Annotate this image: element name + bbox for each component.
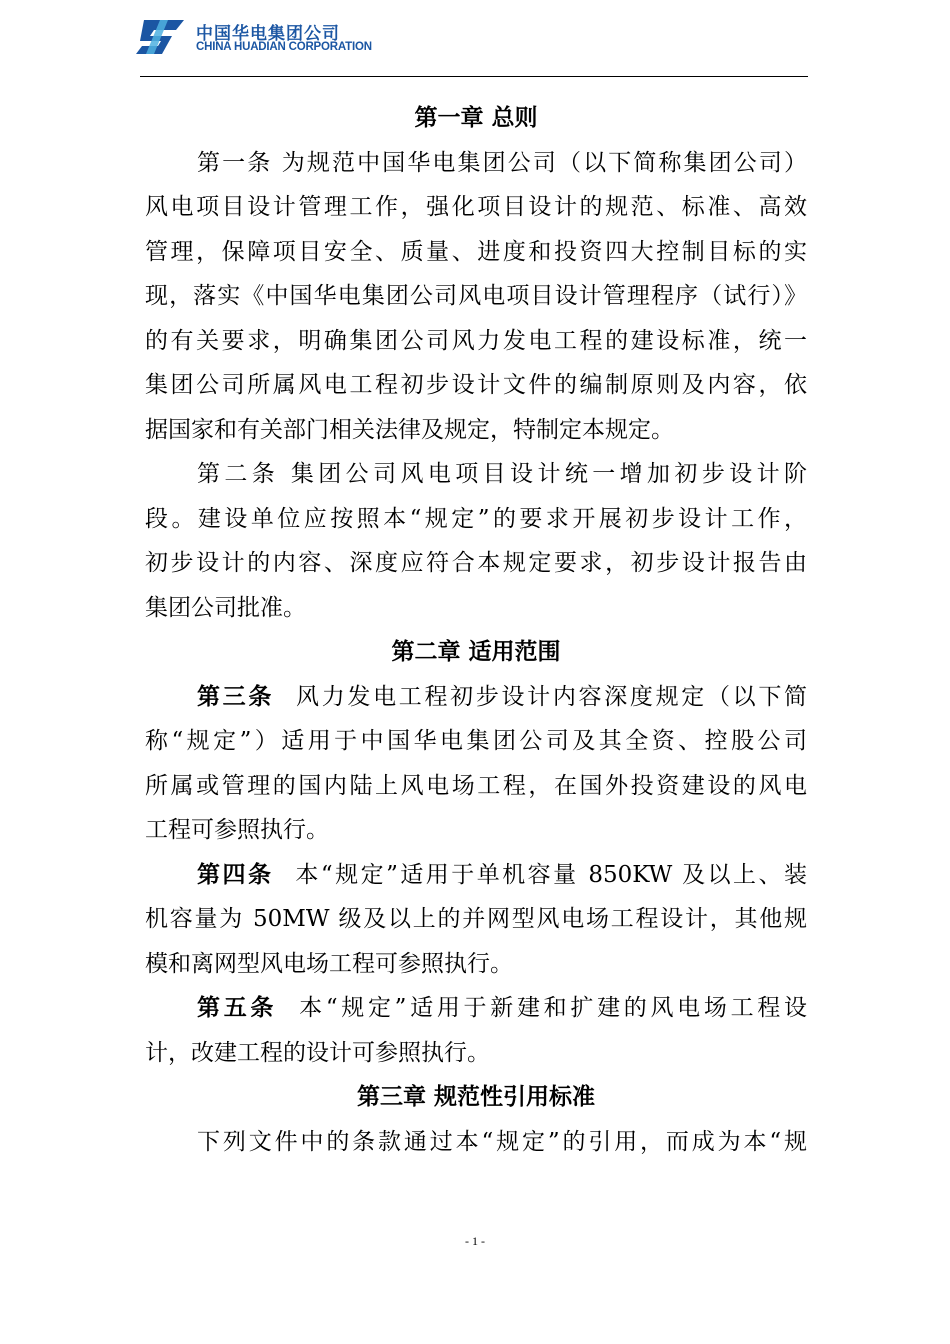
article-1: [145, 141, 807, 453]
chapter-3-title: 第三章 规范性引用标准: [356, 1084, 595, 1110]
article-1-line: 风电项目设计管理工作，强化项目设计的规范、标准、高效: [145, 194, 807, 220]
article-1-line: 现，落实《中国华电集团公司风电项目设计管理程序（试行）》: [145, 283, 807, 309]
logo-chinese-name: 中国华电集团公司: [196, 24, 340, 44]
article-1-line: 第一条 为规范中国华电集团公司（以下简称集团公司）: [197, 149, 807, 176]
article-2-line: 集团公司批准。: [145, 594, 306, 621]
page-number: - 1 -: [465, 1234, 485, 1248]
article-4-line: [145, 853, 807, 898]
article-4-text: 本“规定”适用于单机容量 850KW 及以上、装: [295, 861, 807, 888]
article-4-label: 第四条: [197, 861, 274, 888]
logo-english-name: CHINA HUADIAN CORPORATION: [196, 41, 372, 53]
document-body: [145, 96, 807, 1164]
article-1-line: 的有关要求，明确集团公司风力发电工程的建设标准，统一: [145, 327, 807, 354]
article-5: [145, 986, 807, 1075]
article-3-line: 称“规定”）适用于中国华电集团公司及其全资、控股公司: [145, 728, 807, 754]
chapter-3-intro: [145, 1120, 807, 1165]
article-5-line: 计，改建工程的设计可参照执行。: [145, 1039, 490, 1066]
article-2-line: 段。建设单位应按照本“规定”的要求开展初步设计工作，: [145, 505, 807, 532]
article-3-label: 第三条: [197, 683, 275, 710]
article-4-line: 模和离网型风电场工程可参照执行。: [145, 950, 513, 977]
article-5-text: 本“规定”适用于新建和扩建的风电场工程设: [299, 995, 807, 1021]
article-4-line: 机容量为 50MW 级及以上的并网型风电场工程设计，其他规: [145, 906, 807, 932]
article-2-line: 初步设计的内容、深度应符合本规定要求，初步设计报告由: [145, 550, 807, 576]
article-3-line: [145, 675, 807, 720]
article-3-line: 工程可参照执行。: [145, 817, 329, 843]
chapter-2-title: 第二章 适用范围: [391, 639, 561, 665]
article-1-line: 集团公司所属风电工程初步设计文件的编制原则及内容，依: [145, 372, 807, 398]
chapter-3-intro-line: 下列文件中的条款通过本“规定”的引用，而成为本“规: [197, 1128, 807, 1155]
article-3-line: 所属或管理的国内陆上风电场工程，在国外投资建设的风电: [145, 772, 807, 799]
article-2-line: 第二条 集团公司风电项目设计统一增加初步设计阶: [197, 461, 807, 487]
article-3-text: 风力发电工程初步设计内容深度规定（以下简: [296, 683, 808, 710]
chapter-1-title: 第一章 总则: [414, 105, 538, 131]
page-header: [134, 18, 434, 60]
article-4: [145, 853, 807, 987]
article-5-line: [145, 986, 807, 1031]
article-1-line: 管理，保障项目安全、质量、进度和投资四大控制目标的实: [145, 238, 807, 265]
huadian-logo-icon: [134, 18, 190, 56]
header-divider: [140, 76, 808, 77]
article-1-line: 据国家和有关部门相关法律及规定，特制定本规定。: [145, 416, 674, 443]
article-2: [145, 452, 807, 630]
article-5-label: 第五条: [197, 995, 278, 1021]
article-3: [145, 675, 807, 853]
